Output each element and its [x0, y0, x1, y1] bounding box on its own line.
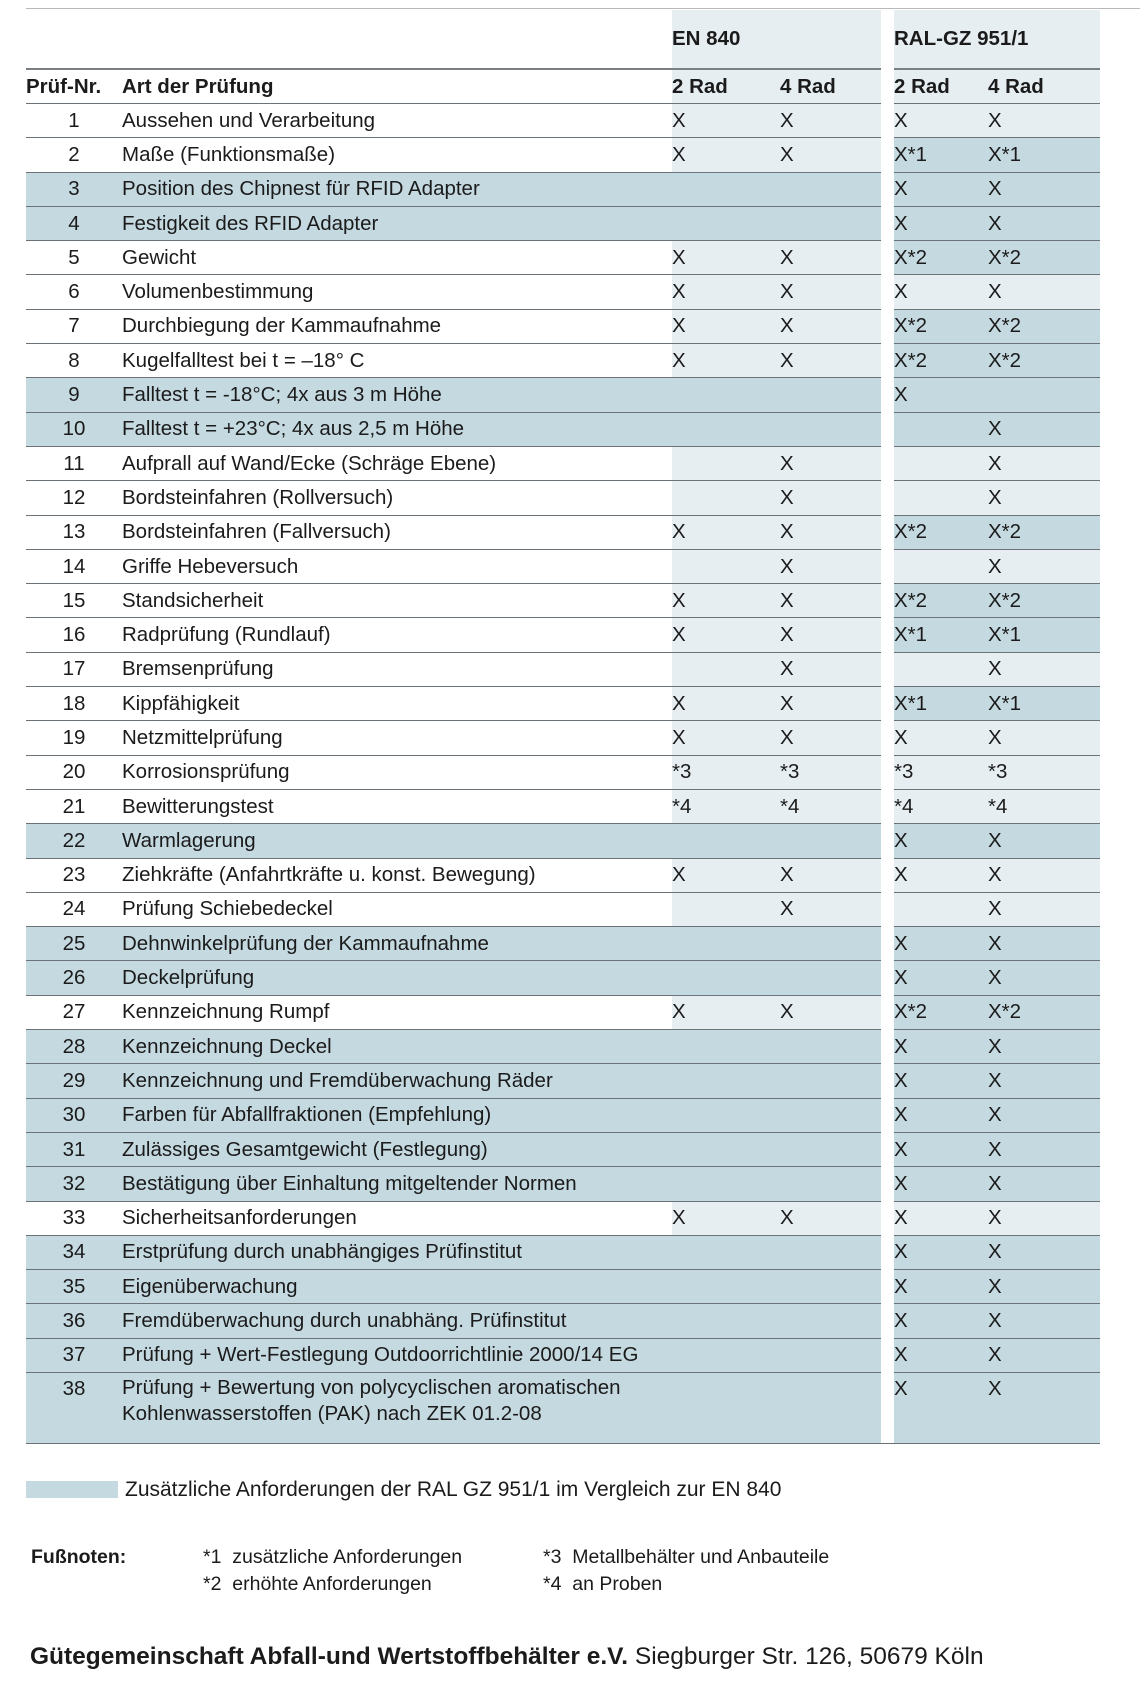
table-row — [26, 789, 1100, 823]
en840-4rad-cell: X — [780, 618, 881, 652]
ral-2rad-cell: X — [894, 104, 988, 138]
ral-2rad-cell: X — [894, 927, 988, 961]
ral-2rad-cell: X — [894, 1235, 988, 1269]
table-row — [26, 378, 1100, 412]
table-row — [26, 344, 1100, 378]
footnote-2 — [203, 1573, 432, 1596]
ral-4rad-cell: X — [988, 1235, 1100, 1269]
test-name: Falltest t = -18°C; 4x aus 3 m Höhe — [122, 378, 672, 412]
en840-2rad-cell — [672, 481, 780, 515]
ral-4rad-cell: X — [988, 412, 1100, 446]
table-row — [26, 687, 1100, 721]
en840-4rad-cell: X — [780, 241, 881, 275]
en840-2rad-cell: X — [672, 687, 780, 721]
test-name: Bewitterungstest — [122, 789, 672, 823]
table-row — [26, 515, 1100, 549]
group-header-row — [26, 10, 1100, 69]
row-number: 24 — [26, 892, 122, 926]
ral-4rad-cell: X — [988, 1064, 1100, 1098]
test-name: Kennzeichnung Deckel — [122, 1030, 672, 1064]
row-number: 32 — [26, 1167, 122, 1201]
test-name: Kugelfalltest bei t = –18° C — [122, 344, 672, 378]
en840-2rad-cell — [672, 1372, 780, 1443]
ral-4rad-cell: X — [988, 1030, 1100, 1064]
row-number: 4 — [26, 206, 122, 240]
en840-2rad-cell: X — [672, 275, 780, 309]
table-row — [26, 618, 1100, 652]
en840-4rad-cell: X — [780, 995, 881, 1029]
ral-2rad-cell: X*2 — [894, 995, 988, 1029]
ral-4rad-cell: X — [988, 1167, 1100, 1201]
row-number: 6 — [26, 275, 122, 309]
table-row — [26, 446, 1100, 480]
row-number: 34 — [26, 1235, 122, 1269]
row-number: 36 — [26, 1304, 122, 1338]
en840-4rad-cell: X — [780, 275, 881, 309]
ral-4rad-cell: X — [988, 446, 1100, 480]
row-number: 1 — [26, 104, 122, 138]
test-name: Bestätigung über Einhaltung mitgeltender Normen — [122, 1167, 672, 1201]
row-number: 20 — [26, 755, 122, 789]
ral-2rad-cell: X — [894, 206, 988, 240]
ral-2rad-cell: X — [894, 1201, 988, 1235]
table-row — [26, 721, 1100, 755]
row-number: 14 — [26, 549, 122, 583]
ral-2rad-cell — [894, 892, 988, 926]
row-number: 11 — [26, 446, 122, 480]
table-row — [26, 652, 1100, 686]
en840-2rad-cell — [672, 1132, 780, 1166]
row-number: 33 — [26, 1201, 122, 1235]
column-header-row — [26, 69, 1100, 104]
en840-4rad-cell: X — [780, 687, 881, 721]
test-name: Standsicherheit — [122, 584, 672, 618]
en840-4rad-cell: X — [780, 309, 881, 343]
row-number: 18 — [26, 687, 122, 721]
row-number: 27 — [26, 995, 122, 1029]
ral-4rad-cell: X — [988, 1201, 1100, 1235]
test-name: Griffe Hebeversuch — [122, 549, 672, 583]
footnote-mark: *2 — [203, 1573, 222, 1595]
en840-2rad-cell: X — [672, 584, 780, 618]
table-row — [26, 584, 1100, 618]
ral-2rad-cell: X*2 — [894, 584, 988, 618]
table-row — [26, 412, 1100, 446]
footnotes-title: Fußnoten: — [31, 1546, 127, 1568]
row-number: 23 — [26, 858, 122, 892]
table-row — [26, 1338, 1100, 1372]
en840-2rad-cell — [672, 1270, 780, 1304]
ral-4rad-cell: X — [988, 275, 1100, 309]
en840-4rad-cell: X — [780, 858, 881, 892]
footnote-text: Metallbehälter und Anbauteile — [572, 1546, 830, 1568]
row-number: 9 — [26, 378, 122, 412]
test-name: Position des Chipnest für RFID Adapter — [122, 172, 672, 206]
table-row — [26, 206, 1100, 240]
legend — [26, 1478, 1026, 1502]
en840-4rad-cell — [780, 927, 881, 961]
test-name: Bremsenprüfung — [122, 652, 672, 686]
ral-4rad-cell: X — [988, 652, 1100, 686]
ral-2rad-cell: X — [894, 378, 988, 412]
ral-2rad-cell: *4 — [894, 789, 988, 823]
en840-4rad-cell: *3 — [780, 755, 881, 789]
ral-2rad-cell: X — [894, 721, 988, 755]
row-number: 8 — [26, 344, 122, 378]
ral-4rad-cell: X*1 — [988, 138, 1100, 172]
ral-4rad-cell: X*2 — [988, 309, 1100, 343]
table-row — [26, 1201, 1100, 1235]
footnote-text: an Proben — [572, 1573, 663, 1595]
en840-2rad-cell — [672, 652, 780, 686]
footnote-mark: *1 — [203, 1546, 222, 1568]
test-name: Bordsteinfahren (Rollversuch) — [122, 481, 672, 515]
row-number: 31 — [26, 1132, 122, 1166]
test-name: Prüfung + Bewertung von polycyclischen aromatischen Kohlenwasserstoffen (PAK) nach ZEK 01.2-08 — [122, 1372, 672, 1443]
test-name: Kennzeichnung Rumpf — [122, 995, 672, 1029]
ral-4rad-cell: X — [988, 927, 1100, 961]
footnote-1 — [203, 1546, 462, 1569]
test-name: Prüfung Schiebedeckel — [122, 892, 672, 926]
test-name: Bordsteinfahren (Fallversuch) — [122, 515, 672, 549]
en840-2rad-cell: X — [672, 104, 780, 138]
row-number: 25 — [26, 927, 122, 961]
en840-2rad-cell — [672, 549, 780, 583]
en840-4rad-cell — [780, 1132, 881, 1166]
test-name: Durchbiegung der Kammaufnahme — [122, 309, 672, 343]
en840-2rad-cell: X — [672, 858, 780, 892]
en840-4rad-cell — [780, 412, 881, 446]
ral-4rad-cell: X*2 — [988, 995, 1100, 1029]
row-number: 28 — [26, 1030, 122, 1064]
ral-2rad-cell: X — [894, 1064, 988, 1098]
ral-2rad-cell: X — [894, 1030, 988, 1064]
en840-2rad-cell — [672, 1064, 780, 1098]
ral-2rad-cell: X — [894, 172, 988, 206]
ral-2rad-cell: X — [894, 1372, 988, 1443]
test-name: Gewicht — [122, 241, 672, 275]
test-name: Radprüfung (Rundlauf) — [122, 618, 672, 652]
ral-4rad-cell: X — [988, 1372, 1100, 1443]
ral-2rad-cell: X — [894, 1167, 988, 1201]
ral-2rad-cell: X — [894, 1098, 988, 1132]
footer-org: Gütegemeinschaft Abfall-und Wertstoffbehälter e.V. — [30, 1643, 629, 1670]
table-row — [26, 1030, 1100, 1064]
en840-2rad-cell: X — [672, 344, 780, 378]
row-number: 12 — [26, 481, 122, 515]
ral-4rad-cell: X — [988, 206, 1100, 240]
row-number: 29 — [26, 1064, 122, 1098]
en840-4rad-cell: X — [780, 104, 881, 138]
col-header-en-4rad: 4 Rad — [780, 69, 881, 104]
table-row — [26, 104, 1100, 138]
ral-4rad-cell: X*2 — [988, 515, 1100, 549]
test-name: Maße (Funktionsmaße) — [122, 138, 672, 172]
en840-2rad-cell — [672, 824, 780, 858]
ral-2rad-cell: X*2 — [894, 241, 988, 275]
table-row — [26, 1235, 1100, 1269]
en840-2rad-cell — [672, 892, 780, 926]
footer — [30, 1643, 984, 1671]
row-number: 35 — [26, 1270, 122, 1304]
row-number: 15 — [26, 584, 122, 618]
en840-4rad-cell — [780, 1098, 881, 1132]
top-rule — [26, 8, 1140, 9]
en840-2rad-cell: X — [672, 515, 780, 549]
col-header-ral-2rad: 2 Rad — [894, 69, 988, 104]
ral-2rad-cell: X*2 — [894, 344, 988, 378]
row-number: 26 — [26, 961, 122, 995]
table-row — [26, 961, 1100, 995]
row-number: 21 — [26, 789, 122, 823]
table-row — [26, 755, 1100, 789]
en840-2rad-cell — [672, 1338, 780, 1372]
en840-2rad-cell — [672, 446, 780, 480]
ral-2rad-cell: X*1 — [894, 687, 988, 721]
ral-2rad-cell: X — [894, 961, 988, 995]
en840-2rad-cell: X — [672, 241, 780, 275]
table-row — [26, 824, 1100, 858]
footnote-text: zusätzliche Anforderungen — [232, 1546, 463, 1568]
ral-4rad-cell — [988, 378, 1100, 412]
row-number: 30 — [26, 1098, 122, 1132]
ral-2rad-cell: X*1 — [894, 618, 988, 652]
en840-2rad-cell — [672, 412, 780, 446]
en840-2rad-cell — [672, 1235, 780, 1269]
en840-2rad-cell — [672, 378, 780, 412]
ral-2rad-cell: X*1 — [894, 138, 988, 172]
table-row — [26, 241, 1100, 275]
en840-4rad-cell: X — [780, 344, 881, 378]
ral-4rad-cell: *3 — [988, 755, 1100, 789]
group-ral: RAL-GZ 951/1 — [894, 10, 1100, 69]
test-name: Eigenüberwachung — [122, 1270, 672, 1304]
group-en840: EN 840 — [672, 10, 881, 69]
row-number: 22 — [26, 824, 122, 858]
ral-4rad-cell: X — [988, 549, 1100, 583]
ral-4rad-cell: X — [988, 892, 1100, 926]
table-row — [26, 995, 1100, 1029]
test-name: Falltest t = +23°C; 4x aus 2,5 m Höhe — [122, 412, 672, 446]
table-row — [26, 858, 1100, 892]
ral-2rad-cell — [894, 446, 988, 480]
test-name: Festigkeit des RFID Adapter — [122, 206, 672, 240]
ral-4rad-cell: X — [988, 1304, 1100, 1338]
table-row — [26, 549, 1100, 583]
en840-4rad-cell: X — [780, 1201, 881, 1235]
en840-4rad-cell — [780, 961, 881, 995]
en840-4rad-cell: X — [780, 721, 881, 755]
ral-2rad-cell: X — [894, 1304, 988, 1338]
en840-2rad-cell: *4 — [672, 789, 780, 823]
ral-4rad-cell: *4 — [988, 789, 1100, 823]
ral-2rad-cell: X — [894, 858, 988, 892]
ral-4rad-cell: X — [988, 172, 1100, 206]
en840-4rad-cell — [780, 378, 881, 412]
table-row — [26, 1270, 1100, 1304]
ral-2rad-cell — [894, 481, 988, 515]
ral-2rad-cell — [894, 652, 988, 686]
test-name: Ziehkräfte (Anfahrtkräfte u. konst. Bewegung) — [122, 858, 672, 892]
en840-2rad-cell: X — [672, 618, 780, 652]
en840-4rad-cell: X — [780, 549, 881, 583]
en840-4rad-cell — [780, 206, 881, 240]
row-number: 10 — [26, 412, 122, 446]
ral-4rad-cell: X — [988, 721, 1100, 755]
ral-4rad-cell: X — [988, 104, 1100, 138]
ral-4rad-cell: X*2 — [988, 584, 1100, 618]
en840-2rad-cell: X — [672, 1201, 780, 1235]
ral-4rad-cell: X*1 — [988, 687, 1100, 721]
table-row — [26, 927, 1100, 961]
ral-2rad-cell: X — [894, 275, 988, 309]
row-number: 13 — [26, 515, 122, 549]
en840-4rad-cell — [780, 172, 881, 206]
ral-4rad-cell: X*2 — [988, 241, 1100, 275]
test-comparison-table — [26, 10, 1100, 1444]
col-header-nr: Prüf-Nr. — [26, 69, 122, 104]
table-row — [26, 309, 1100, 343]
table-row — [26, 892, 1100, 926]
col-header-art: Art der Prüfung — [122, 69, 672, 104]
en840-2rad-cell — [672, 927, 780, 961]
ral-4rad-cell: X — [988, 1132, 1100, 1166]
en840-2rad-cell: X — [672, 721, 780, 755]
table-row — [26, 138, 1100, 172]
legend-text: Zusätzliche Anforderungen der RAL GZ 951/1 im Vergleich zur EN 840 — [125, 1478, 782, 1501]
footnote-3 — [543, 1546, 829, 1569]
test-name: Kippfähigkeit — [122, 687, 672, 721]
en840-4rad-cell: X — [780, 515, 881, 549]
ral-2rad-cell: X*2 — [894, 515, 988, 549]
table-row — [26, 1304, 1100, 1338]
footnote-mark: *4 — [543, 1573, 562, 1595]
row-number: 16 — [26, 618, 122, 652]
ral-4rad-cell: X*1 — [988, 618, 1100, 652]
en840-4rad-cell — [780, 1270, 881, 1304]
en840-4rad-cell: X — [780, 892, 881, 926]
test-name: Farben für Abfallfraktionen (Empfehlung) — [122, 1098, 672, 1132]
ral-4rad-cell: X — [988, 961, 1100, 995]
en840-4rad-cell — [780, 1064, 881, 1098]
en840-2rad-cell: X — [672, 138, 780, 172]
test-name: Warmlagerung — [122, 824, 672, 858]
test-name: Aussehen und Verarbeitung — [122, 104, 672, 138]
en840-2rad-cell — [672, 961, 780, 995]
en840-2rad-cell — [672, 206, 780, 240]
ral-2rad-cell: X — [894, 1338, 988, 1372]
ral-4rad-cell: X — [988, 481, 1100, 515]
en840-2rad-cell — [672, 1030, 780, 1064]
ral-4rad-cell: X — [988, 824, 1100, 858]
en840-4rad-cell — [780, 1338, 881, 1372]
footnote-mark: *3 — [543, 1546, 562, 1568]
table-row — [26, 1064, 1100, 1098]
test-name: Volumenbestimmung — [122, 275, 672, 309]
test-name: Sicherheitsanforderungen — [122, 1201, 672, 1235]
en840-2rad-cell: X — [672, 995, 780, 1029]
ral-2rad-cell — [894, 412, 988, 446]
ral-4rad-cell: X — [988, 1270, 1100, 1304]
row-number: 19 — [26, 721, 122, 755]
ral-4rad-cell: X — [988, 1098, 1100, 1132]
ral-2rad-cell: *3 — [894, 755, 988, 789]
test-name: Prüfung + Wert-Festlegung Outdoorrichtlinie 2000/14 EG — [122, 1338, 672, 1372]
test-name: Netzmittelprüfung — [122, 721, 672, 755]
test-name: Erstprüfung durch unabhängiges Prüfinstitut — [122, 1235, 672, 1269]
ral-2rad-cell: X*2 — [894, 309, 988, 343]
en840-4rad-cell: X — [780, 652, 881, 686]
ral-2rad-cell: X — [894, 1270, 988, 1304]
test-name: Dehnwinkelprüfung der Kammaufnahme — [122, 927, 672, 961]
en840-4rad-cell — [780, 1372, 881, 1443]
test-name: Zulässiges Gesamtgewicht (Festlegung) — [122, 1132, 672, 1166]
row-number: 37 — [26, 1338, 122, 1372]
ral-2rad-cell: X — [894, 1132, 988, 1166]
en840-2rad-cell — [672, 172, 780, 206]
ral-4rad-cell: X — [988, 1338, 1100, 1372]
table-row — [26, 481, 1100, 515]
footer-address: Siegburger Str. 126, 50679 Köln — [628, 1643, 984, 1670]
table-row — [26, 1098, 1100, 1132]
en840-2rad-cell — [672, 1304, 780, 1338]
row-number: 2 — [26, 138, 122, 172]
en840-4rad-cell — [780, 1235, 881, 1269]
en840-4rad-cell: X — [780, 481, 881, 515]
col-header-en-2rad: 2 Rad — [672, 69, 780, 104]
table-row — [26, 1132, 1100, 1166]
col-header-ral-4rad: 4 Rad — [988, 69, 1100, 104]
row-number: 7 — [26, 309, 122, 343]
test-name: Fremdüberwachung durch unabhäng. Prüfinstitut — [122, 1304, 672, 1338]
en840-4rad-cell — [780, 1304, 881, 1338]
en840-2rad-cell: X — [672, 309, 780, 343]
row-number: 17 — [26, 652, 122, 686]
row-number: 38 — [26, 1372, 122, 1443]
ral-2rad-cell — [894, 549, 988, 583]
table-row — [26, 1372, 1100, 1443]
en840-4rad-cell: X — [780, 584, 881, 618]
en840-4rad-cell: *4 — [780, 789, 881, 823]
ral-4rad-cell: X — [988, 858, 1100, 892]
ral-2rad-cell: X — [894, 824, 988, 858]
table-row — [26, 172, 1100, 206]
en840-2rad-cell: *3 — [672, 755, 780, 789]
test-name: Kennzeichnung und Fremdüberwachung Räder — [122, 1064, 672, 1098]
en840-4rad-cell: X — [780, 138, 881, 172]
row-number: 5 — [26, 241, 122, 275]
en840-2rad-cell — [672, 1167, 780, 1201]
en840-4rad-cell — [780, 1030, 881, 1064]
en840-2rad-cell — [672, 1098, 780, 1132]
legend-swatch — [26, 1481, 118, 1498]
table-row — [26, 1167, 1100, 1201]
table-row — [26, 275, 1100, 309]
footnote-4 — [543, 1573, 662, 1596]
en840-4rad-cell — [780, 824, 881, 858]
footnote-text: erhöhte Anforderungen — [232, 1573, 432, 1595]
en840-4rad-cell: X — [780, 446, 881, 480]
row-number: 3 — [26, 172, 122, 206]
test-name: Deckelprüfung — [122, 961, 672, 995]
ral-4rad-cell: X*2 — [988, 344, 1100, 378]
test-name: Korrosionsprüfung — [122, 755, 672, 789]
test-name: Aufprall auf Wand/Ecke (Schräge Ebene) — [122, 446, 672, 480]
en840-4rad-cell — [780, 1167, 881, 1201]
